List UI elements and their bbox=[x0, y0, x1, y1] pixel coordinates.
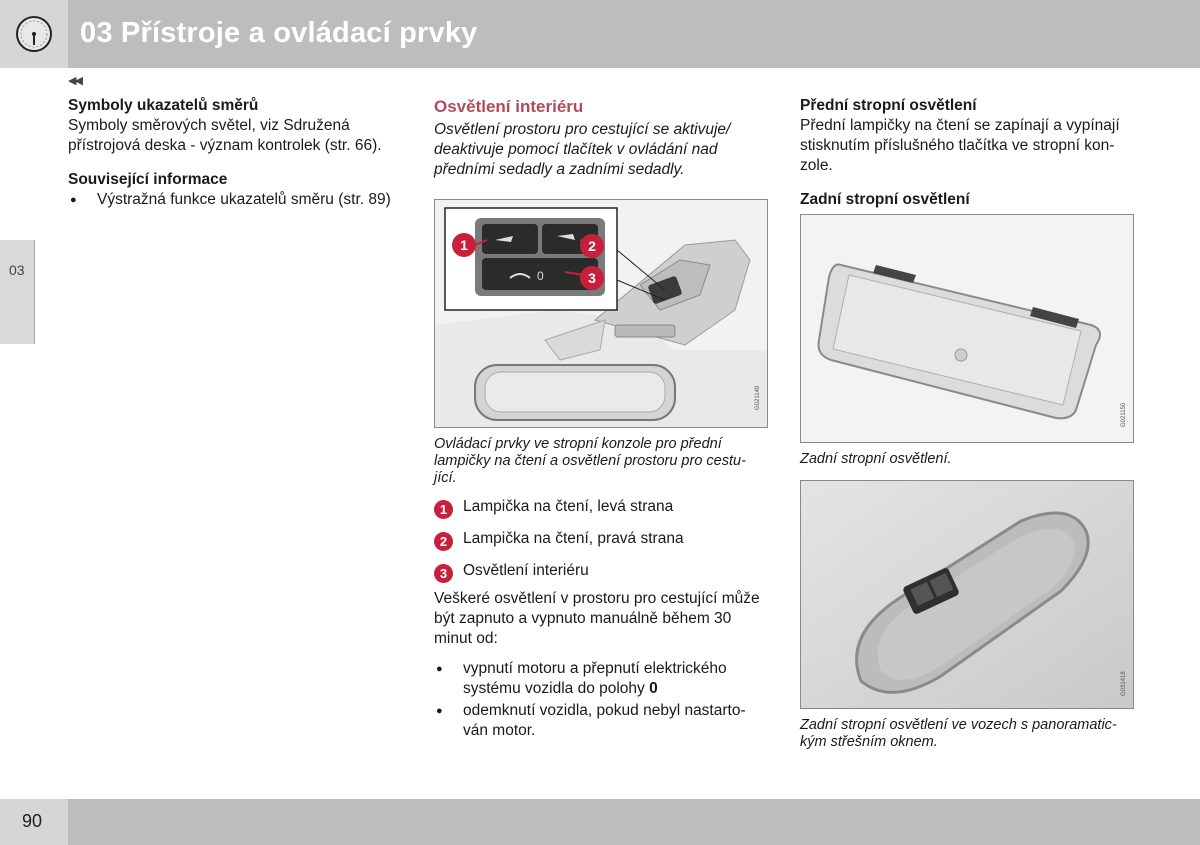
manual-lighting-text: Veškeré osvětlení v prostoru pro cestující může být zapnuto a vypnuto manuálně během 30 minut od: bbox=[434, 590, 760, 647]
chapter-tab-label: 03 bbox=[9, 262, 25, 278]
callout-2-label: 2 bbox=[588, 238, 596, 254]
legend-item bbox=[434, 529, 769, 561]
gauge-icon bbox=[14, 14, 54, 54]
column-right bbox=[800, 96, 1135, 751]
related-info-link[interactable]: ● Výstražná funkce ukazatelů směru (str. 89) bbox=[68, 190, 403, 210]
legend-badge: 1 bbox=[434, 500, 453, 519]
interior-lighting-intro: Osvětlení prostoru pro cestující se aktivuje/ deaktivuje pomocí tlačítek v ovládání nad předními sedadly a zadními sedadly. bbox=[434, 121, 731, 178]
condition-bold-value: 0 bbox=[649, 680, 658, 697]
figure-button-label: 0 bbox=[537, 269, 544, 283]
condition-item bbox=[434, 659, 769, 699]
figure-caption: Zadní stropní osvětlení. bbox=[800, 451, 952, 467]
overhead-console-illustration bbox=[435, 200, 768, 428]
legend-label: Osvětlení interiéru bbox=[463, 562, 589, 579]
column-middle bbox=[434, 96, 769, 741]
chapter-tab[interactable] bbox=[0, 240, 35, 344]
back-nav-icon[interactable]: ◀◀ bbox=[68, 75, 81, 87]
page-title: 03 Přístroje a ovládací prvky bbox=[80, 17, 478, 49]
figure-caption: Zadní stropní osvětlení ve vozech s panoramatic- kým střešním oknem. bbox=[800, 717, 1117, 750]
legend-label: Lampička na čtení, levá strana bbox=[463, 498, 674, 515]
related-info-heading: Související informace bbox=[68, 171, 228, 188]
header-icon-box bbox=[0, 0, 68, 68]
page-number: 90 bbox=[22, 811, 43, 831]
rear-light-illustration bbox=[801, 215, 1134, 443]
legend-badge: 2 bbox=[434, 532, 453, 551]
figure-code: G031418 bbox=[1121, 671, 1127, 696]
condition-text: vypnutí motoru a přepnutí elektrického systému vozidla do polohy bbox=[463, 660, 727, 697]
panoramic-roof-figure bbox=[800, 480, 1134, 709]
front-lighting-text: Přední lampičky na čtení se zapínají a vypínají stisknutím příslušného tlačítka ve stropní kon- zole. bbox=[800, 117, 1120, 174]
condition-item: ● odemknutí vozidla, pokud nebyl nastarto- ván motor. bbox=[434, 701, 769, 741]
front-lighting-heading: Přední stropní osvětlení bbox=[800, 97, 977, 114]
legend-label: Lampička na čtení, pravá strana bbox=[463, 530, 684, 547]
column-left bbox=[68, 96, 403, 210]
figure-caption: Ovládací prvky ve stropní konzole pro přední lampičky na čtení a osvětlení prostoru pro cestu- jící. bbox=[434, 436, 746, 486]
related-info-list bbox=[68, 190, 403, 210]
conditions-list bbox=[434, 659, 769, 741]
figure-code: G021150 bbox=[1121, 402, 1127, 427]
figure-code: G021149 bbox=[755, 385, 761, 410]
rear-light-figure bbox=[800, 214, 1134, 443]
panoramic-roof-illustration bbox=[801, 481, 1134, 709]
callout-legend bbox=[434, 497, 769, 593]
rear-lighting-heading: Zadní stropní osvětlení bbox=[800, 191, 970, 208]
legend-badge: 3 bbox=[434, 564, 453, 583]
legend-item bbox=[434, 497, 769, 529]
overhead-console-figure bbox=[434, 199, 768, 428]
section-heading-turn-signals: Symboly ukazatelů směrů bbox=[68, 97, 259, 114]
page-footer bbox=[0, 799, 1200, 845]
page-header bbox=[0, 0, 1200, 68]
section-title-interior-lighting: Osvětlení interiéru bbox=[434, 97, 584, 116]
turn-signals-text: Symboly směrových světel, viz Sdružená přístrojová deska - význam kontrolek (str. 66). bbox=[68, 117, 382, 154]
callout-1-label: 1 bbox=[460, 237, 468, 253]
callout-3-label: 3 bbox=[588, 270, 596, 286]
page-number-box bbox=[0, 799, 68, 845]
